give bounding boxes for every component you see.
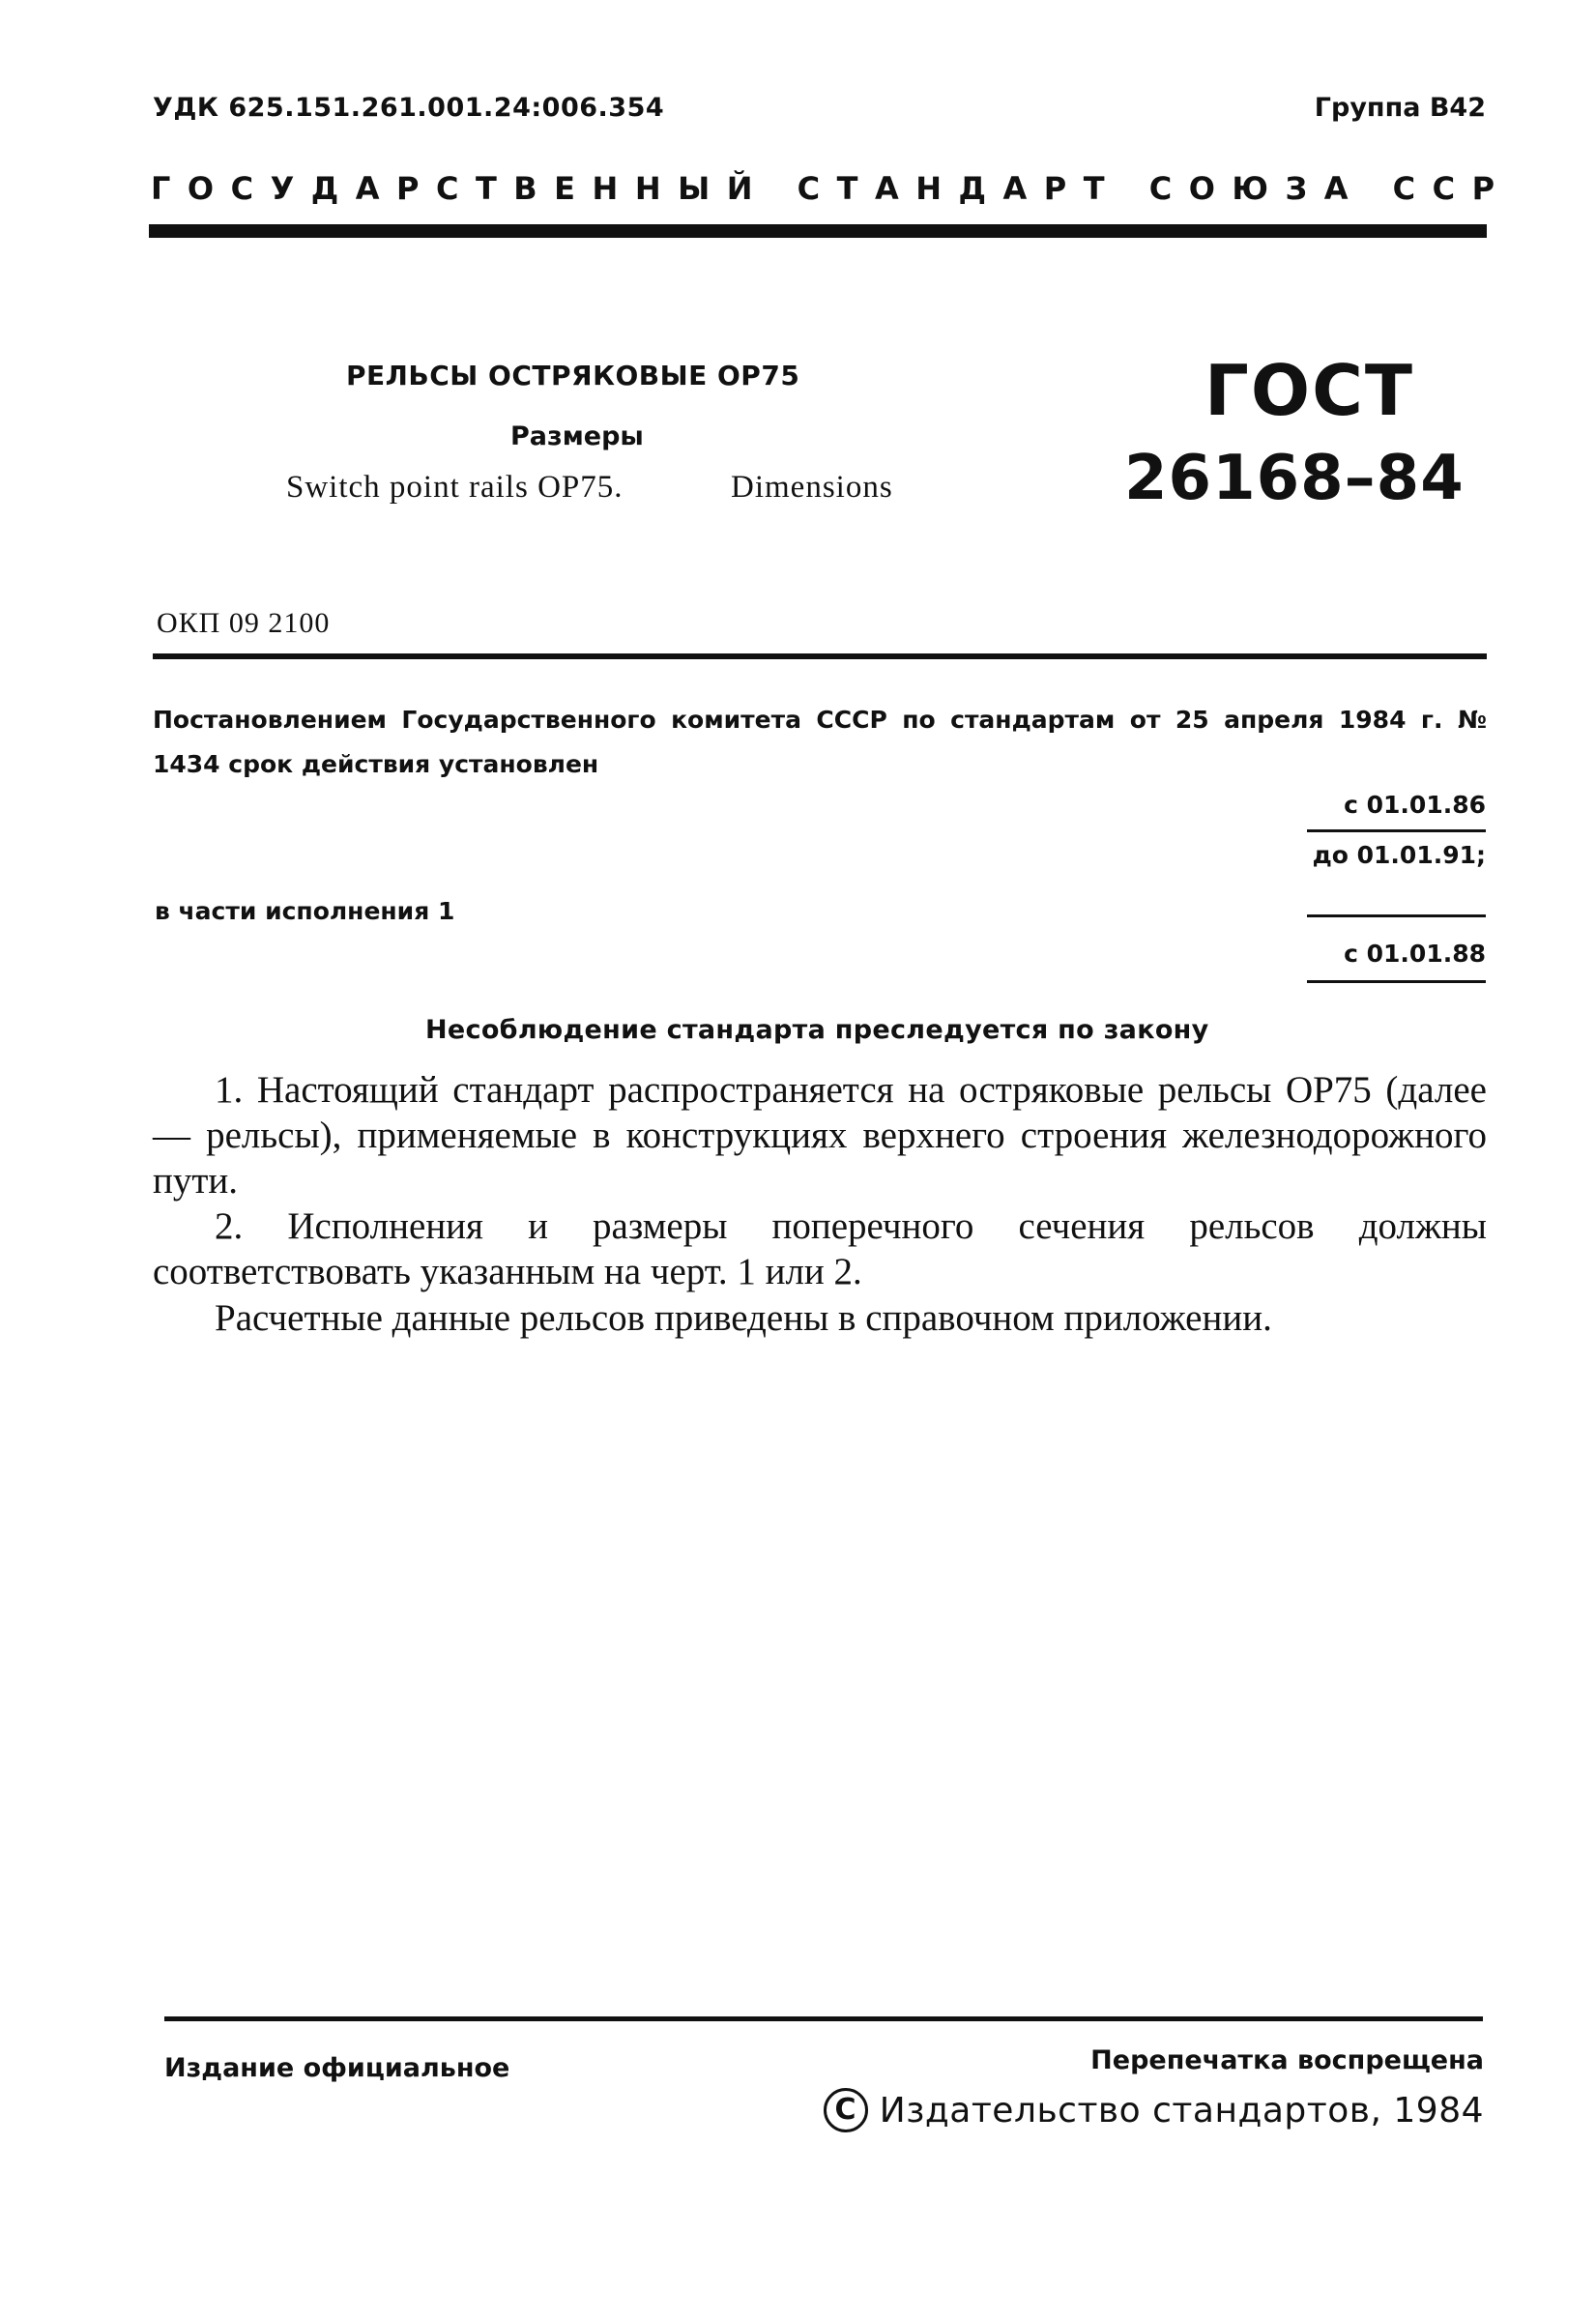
okp-code: ОКП 09 2100 xyxy=(157,607,331,639)
okp-rule xyxy=(153,653,1487,659)
group-code: Группа В42 xyxy=(1314,93,1486,123)
body-paragraph xyxy=(153,1295,1487,1341)
date-rule xyxy=(1307,980,1486,983)
copyright-text: Издательство стандартов, 1984 xyxy=(879,2090,1484,2131)
document-subtitle-english: Dimensions xyxy=(731,470,893,505)
footer-rule xyxy=(164,2016,1483,2021)
document-subtitle: Размеры xyxy=(510,421,644,451)
decree-text: Постановлением Государственного комитета СССР по стандартам от 25 апреля 1984 г. № 1434 срок действия установлен xyxy=(153,706,1487,778)
header-rule xyxy=(149,224,1487,238)
copyright-line xyxy=(824,2088,1484,2132)
date-rule xyxy=(1307,829,1486,832)
copyright-icon: C xyxy=(824,2088,868,2132)
paragraph-text: Расчетные данные рельсов приведены в справочном приложении. xyxy=(215,1297,1272,1339)
part-validity-date: с 01.01.88 xyxy=(1344,940,1486,968)
paragraph-text: 2. Исполнения и размеры поперечного сечения рельсов должны соответствовать указанным на черт. 1 или 2. xyxy=(153,1205,1487,1292)
validity-date-to: до 01.01.91; xyxy=(1312,841,1486,869)
date-rule xyxy=(1307,914,1486,917)
body-paragraph xyxy=(153,1203,1487,1294)
paragraph-text: 1. Настоящий стандарт распространяется на остряковые рельсы ОР75 (далее — рельсы), применяемые в конструкциях верхнего строения железнодорожного пути. xyxy=(153,1069,1487,1202)
document-title: РЕЛЬСЫ ОСТРЯКОВЫЕ ОР75 xyxy=(346,360,800,391)
document-title-english: Switch point rails OP75. xyxy=(286,470,624,505)
law-notice: Несоблюдение стандарта преследуется по закону xyxy=(425,1015,1209,1045)
gost-number: 26168–84 xyxy=(1124,443,1465,514)
validity-date-from: с 01.01.86 xyxy=(1344,791,1486,819)
reprint-notice: Перепечатка воспрещена xyxy=(1090,2045,1484,2075)
state-standard-heading: ГОСУДАРСТВЕННЫЙ СТАНДАРТ СОЮЗА ССР xyxy=(151,170,1512,207)
gost-label: ГОСТ xyxy=(1204,350,1415,431)
udk-code: УДК 625.151.261.001.24:006.354 xyxy=(153,93,665,123)
body-paragraph xyxy=(153,1067,1487,1203)
part-label: в части исполнения 1 xyxy=(155,897,455,925)
edition-label: Издание официальное xyxy=(164,2053,510,2083)
